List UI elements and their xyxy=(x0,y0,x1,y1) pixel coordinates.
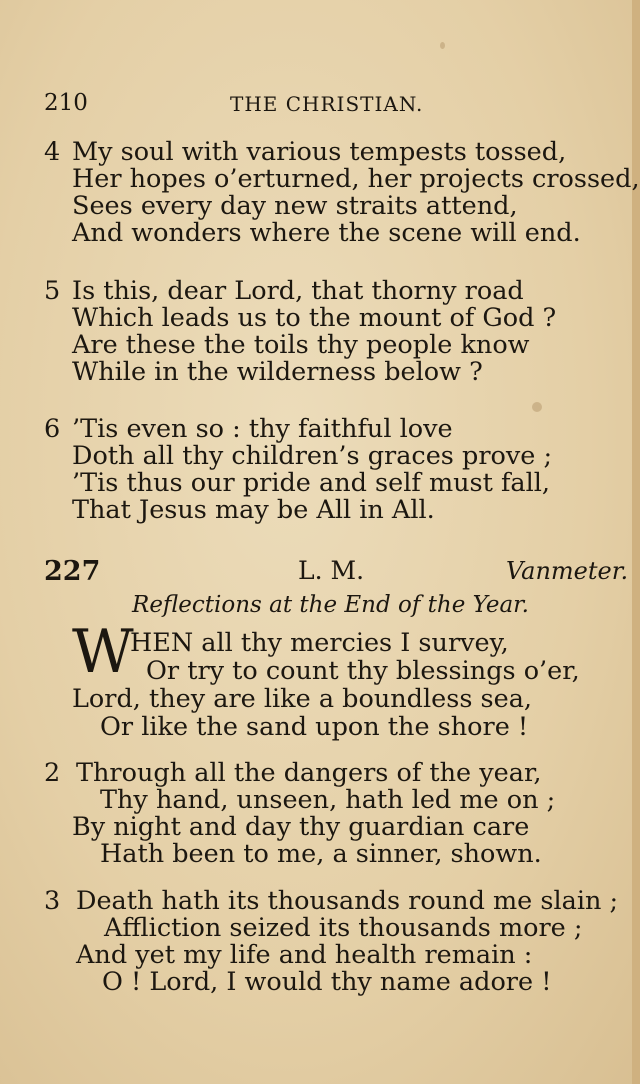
verse-number: 5 xyxy=(44,276,61,306)
verse-line: Lord, they are like a boundless sea, xyxy=(72,684,532,714)
verse-line: Affliction seized its thousands more ; xyxy=(104,913,583,943)
verse-line: Is this, dear Lord, that thorny road xyxy=(72,276,524,306)
verse-number: 2 xyxy=(44,758,61,788)
verse-line: And wonders where the scene will end. xyxy=(72,218,581,248)
hymn-meter: L. M. xyxy=(298,556,365,585)
running-title: THE CHRISTIAN. xyxy=(230,92,424,116)
verse-line: And yet my life and health remain : xyxy=(76,940,533,970)
verse-line: My soul with various tempests tossed, xyxy=(72,137,567,167)
verse-line: Through all the dangers of the year, xyxy=(76,758,542,788)
verse-line: Or try to count thy blessings o’er, xyxy=(146,656,580,686)
foxing-spot xyxy=(440,42,445,49)
drop-cap: W xyxy=(72,617,134,687)
verse-line: O ! Lord, I would thy name adore ! xyxy=(102,967,552,997)
verse-number: 4 xyxy=(44,137,61,167)
verse-line: Or like the sand upon the shore ! xyxy=(100,712,529,742)
verse-line: Her hopes o’erturned, her projects crossed, xyxy=(72,164,640,194)
verse-line: That Jesus may be All in All. xyxy=(72,495,435,525)
verse-line: Death hath its thousands round me slain ; xyxy=(76,886,619,916)
verse-line: HEN all thy mercies I survey, xyxy=(130,628,509,658)
verse-line: Thy hand, unseen, hath led me on ; xyxy=(100,785,556,815)
page-number: 210 xyxy=(44,90,88,116)
verse-line: ’Tis thus our pride and self must fall, xyxy=(72,468,551,498)
verse-line: Doth all thy children’s graces prove ; xyxy=(72,441,553,471)
verse-number: 6 xyxy=(44,414,61,444)
verse-line: Which leads us to the mount of God ? xyxy=(72,303,557,333)
verse-line: Sees every day new straits attend, xyxy=(72,191,518,221)
foxing-spot xyxy=(532,402,542,412)
hymn-number: 227 xyxy=(44,556,101,587)
verse-line: ’Tis even so : thy faithful love xyxy=(72,414,453,444)
verse-line: While in the wilderness below ? xyxy=(72,357,483,387)
verse-number: 3 xyxy=(44,886,61,916)
verse-line: Are these the toils thy people know xyxy=(72,330,530,360)
verse-line: Hath been to me, a sinner, shown. xyxy=(100,839,542,869)
verse-line: By night and day thy guardian care xyxy=(72,812,530,842)
page-edge xyxy=(632,0,640,1084)
tune-name: Vanmeter. xyxy=(506,557,629,585)
hymn-title: Reflections at the End of the Year. xyxy=(132,592,529,618)
page-header xyxy=(44,90,594,120)
